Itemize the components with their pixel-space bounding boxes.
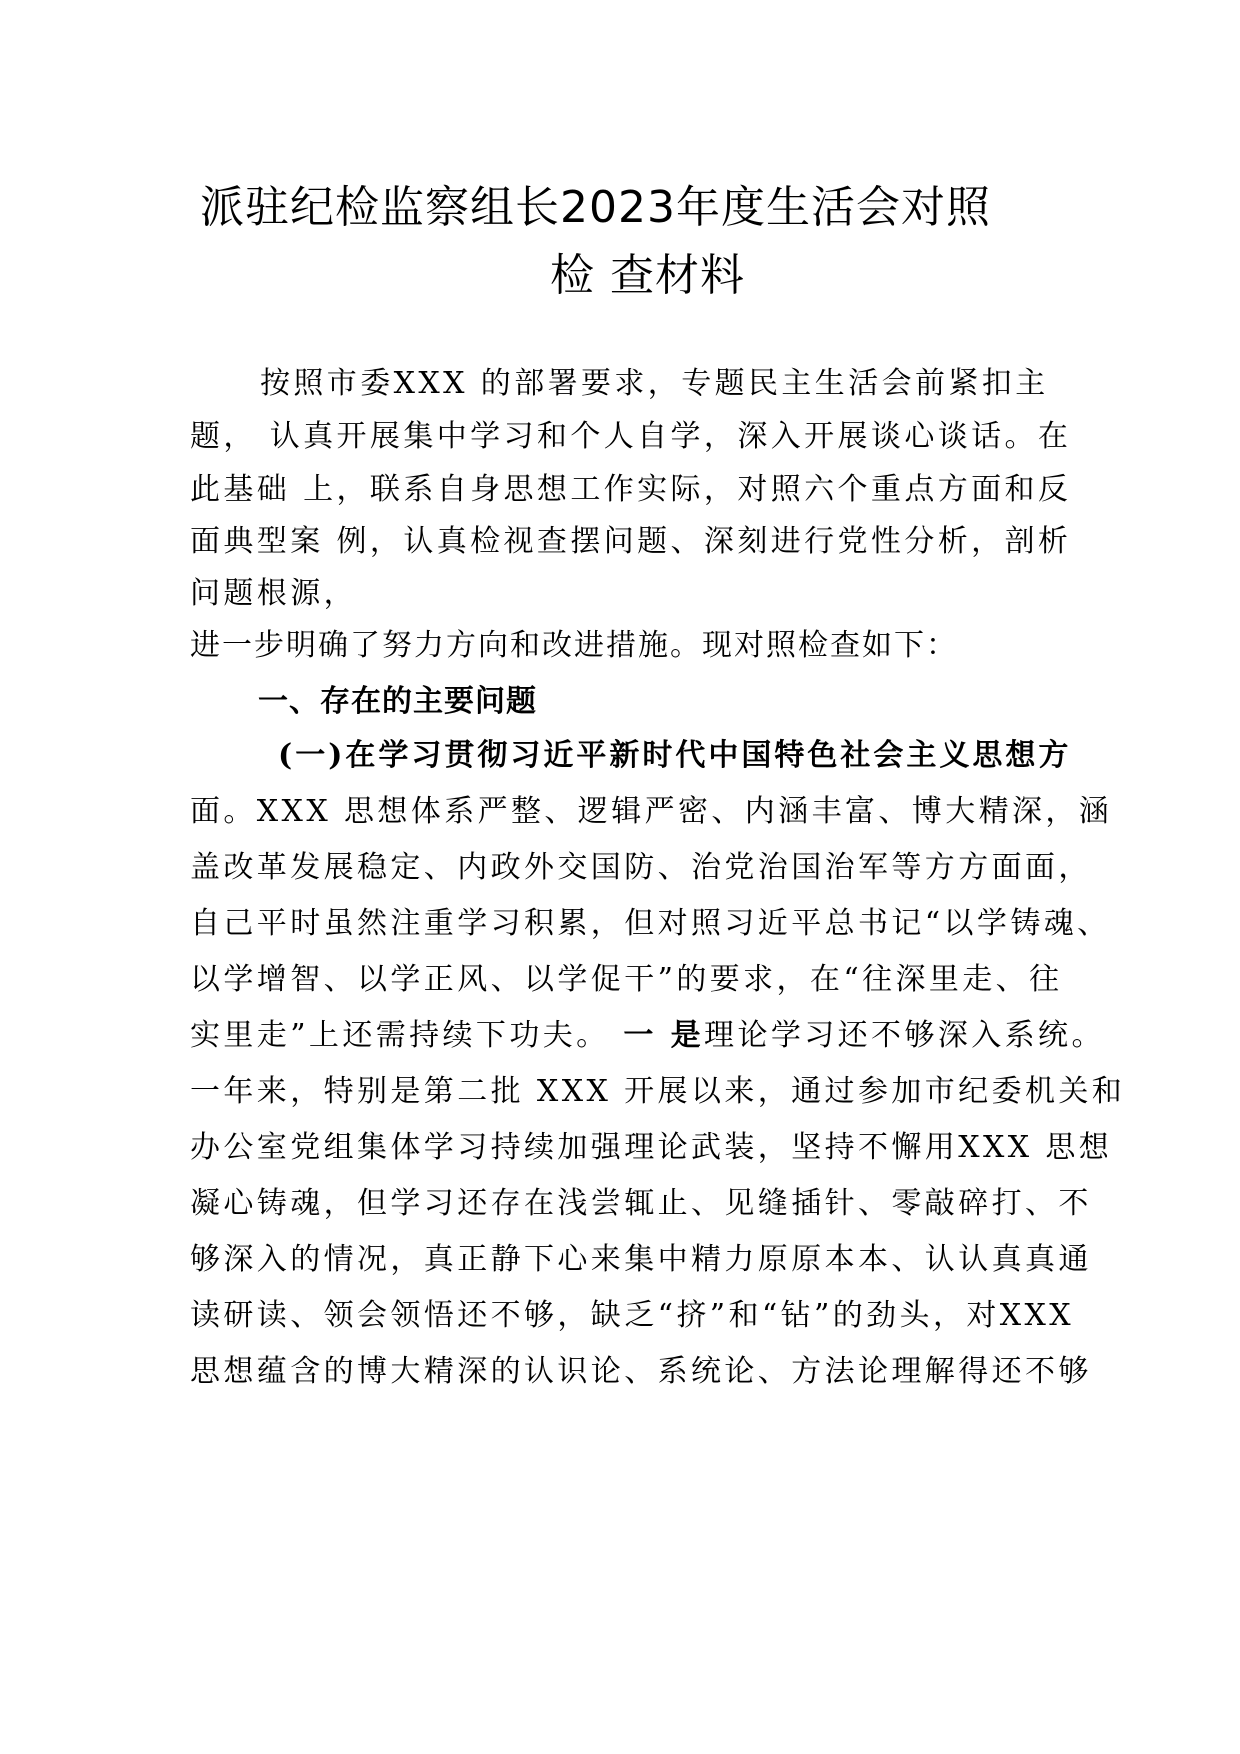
body-paragraph-line: 凝心铸魂，但学习还存在浅尝辄止、见缝插针、零敲碎打、不 (190, 1186, 1092, 1221)
document-title-line-2: 检 查材料 (550, 250, 745, 301)
body-paragraph-line (190, 1016, 1105, 1056)
subsection-heading: (一)在学习贯彻习近平新时代中国特色社会主义思想方 (278, 738, 1072, 773)
body-paragraph-line: 自己平时虽然注重学习积累，但对照习近平总书记“以学铸魂、 (190, 906, 1111, 941)
intro-paragraph-line: 按照市委XXX 的部署要求，专题民主生活会前紧扣主 (260, 366, 1049, 401)
intro-paragraph-line: 面典型案 例，认真检视查摆问题、深刻进行党性分析，剖析 (190, 524, 1072, 559)
body-paragraph-line: 盖改革发展稳定、内政外交国防、治党治国治军等方方面面， (190, 850, 1092, 885)
body-paragraph-line: 办公室党组集体学习持续加强理论武装，坚持不懈用XXX 思想 (190, 1130, 1113, 1165)
body-paragraph-line: 够深入的情况，真正静下心来集中精力原原本本、认认真真通 (190, 1242, 1092, 1277)
intro-paragraph-line: 此基础 上，联系自身思想工作实际，对照六个重点方面和反 (190, 472, 1072, 507)
body-paragraph-line: 面。XXX 思想体系严整、逻辑严密、内涵丰富、博大精深，涵 (190, 794, 1113, 829)
body-paragraph-line: 读研读、领会领悟还不够，缺乏“挤”和“钻”的劲头，对XXX (190, 1298, 1075, 1333)
intro-paragraph-line: 问题根源， (190, 576, 357, 611)
body-paragraph-line: 思想蕴含的博大精深的认识论、系统论、方法论理解得还不够 (190, 1354, 1092, 1389)
point-marker: 一 是 (609, 1018, 705, 1053)
intro-paragraph-line: 题， 认真开展集中学习和个人自学，深入开展谈心谈话。在 (190, 419, 1072, 454)
body-paragraph-line: 一年来，特别是第二批 XXX 开展以来，通过参加市纪委机关和 (190, 1074, 1126, 1109)
body-text: 实里走”上还需持续下功夫。 (190, 1018, 610, 1053)
section-heading: 一、存在的主要问题 (258, 684, 537, 719)
intro-paragraph-line: 进一步明确了努力方向和改进措施。现对照检查如下： (190, 628, 958, 663)
body-paragraph-line: 以学增智、以学正风、以学促干”的要求，在“往深里走、往 (190, 962, 1063, 997)
point-text: 理论学习还不够深入系统。 (704, 1018, 1105, 1053)
document-title-line-1: 派驻纪检监察组长2023年度生活会对照 (200, 182, 991, 233)
